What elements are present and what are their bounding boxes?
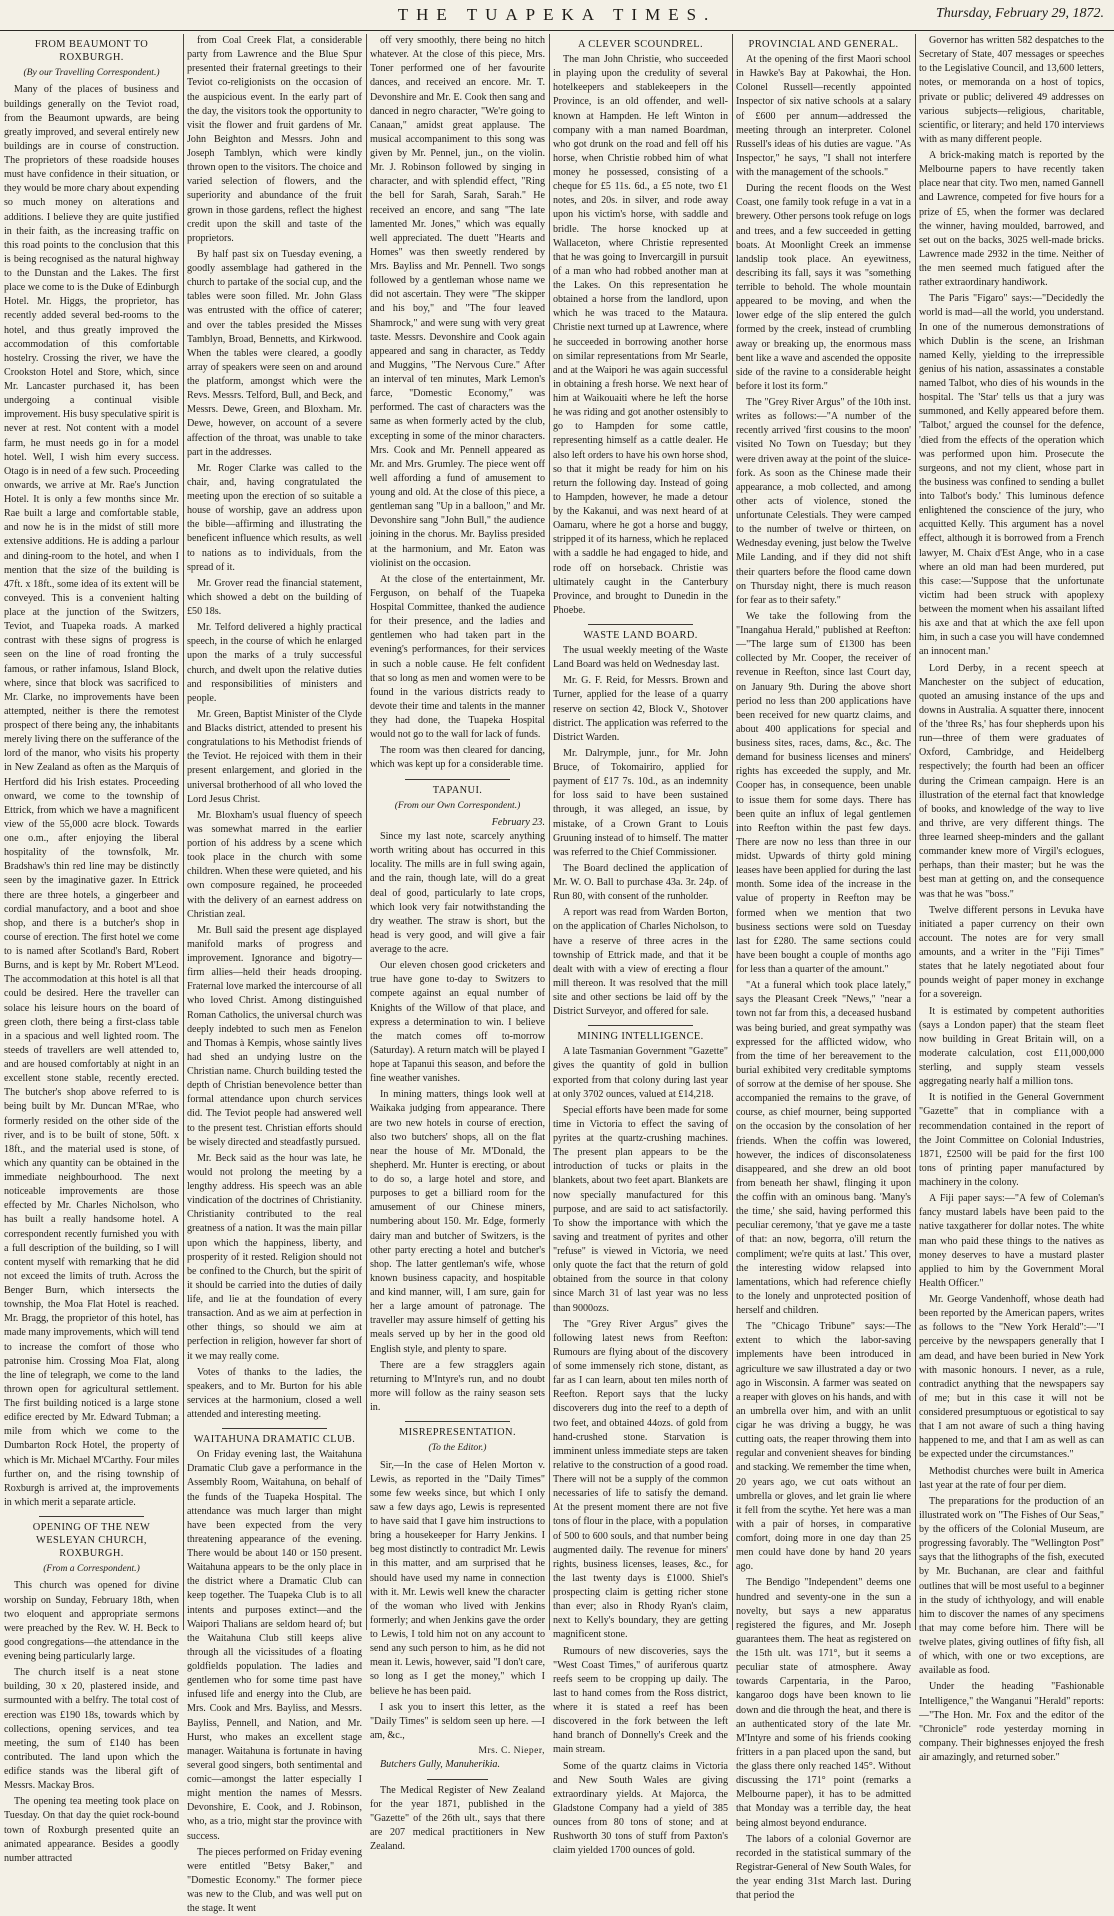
article-byline: (By our Travelling Correspondent.) <box>23 67 160 78</box>
article-paragraph: The Bendigo "Independent" deems one hundred and seventy-one in the sun a novelty, but says a new apparatus registered the figures, and Mr. Joseph guarantees them. The heat as registered on the 15th ult. was 171°, but it seems a peculiar state of atmosphere. Away towards Carpentaria, in the Paroo, kangaroo dogs have been known to lie down and die through the heat, and there is an authenticated story of the late Mr. M'Intyre and some of his friends cooking fritters in a pan placed upon the sand, but the glass there only reached 145°. Without discussing the 171° point (remarks a Melbourne paper), it has to be admitted that Monday was a terrible day, the heat being almost beyond endurance. <box>736 1577 911 1829</box>
article-misrepresentation <box>370 1426 545 1854</box>
article-waitahuna-continued <box>370 34 545 773</box>
article-paragraph: The room was then cleared for dancing, which was kept up for a considerable time. <box>370 745 545 771</box>
article-paragraph: Twelve different persons in Levuka have initiated a paper currency on their own account. The notes are for very small amounts, and a writer in the "Fiji Times" states that he lately negotiated about four pounds weight of paper money in exchange for a sovereign. <box>919 904 1104 1001</box>
article-provincial-general-continued <box>919 34 1104 1765</box>
article-heading: WASTE LAND BOARD. <box>583 630 698 641</box>
column-rule <box>549 34 550 1630</box>
article-paragraph: The labors of a colonial Governor are recorded in the statistical summary of the Registrar-General of New South Wales, for the year ending 31st March last. During that period the <box>736 1833 911 1902</box>
article-paragraph: The Medical Register of New Zealand for the year 1871, published in the "Gazette" of the 26th ult., says that there are 207 medical practitioners in New Zealand. <box>370 1784 545 1853</box>
article-wesleyan-church-continued <box>187 34 362 1422</box>
article-paragraph: The "Grey River Argus" gives the following latest news from Reefton: Rumours are flying about of the discovery of some immensely rich stone, distant, as far as I can learn, about ten miles north of Reefton. Report says that the lucky discoverers dug into the reef to a depth of two feet, and obtained 44ozs. of gold from hand-crushed stone. Starvation is imminent unless immediate steps are taken relative to the construction of a good road. There will not be a supply of the common necessaries of life to satisfy the demand. At the present moment there are not five tons of flour in the place, with a population of 500 to 600 souls, and that number being augmented daily. The revenue for miners' rights, business licenses, leases, &c., for the last twenty days is £1000. Shiel's prospecting claim is getting richer stone than ever; also in Rhody Ryan's claim, next to Kelly's boundary, they are getting magnificent stone. <box>553 1318 728 1641</box>
article-paragraph: The pieces performed on Friday evening were entitled "Betsy Baker," and "Domestic Economy." The former piece was new to the Club, and was well put on the stage. It went <box>187 1846 362 1915</box>
article-byline: (From our Own Correspondent.) <box>394 799 521 811</box>
article-paragraph: A report was read from Warden Borton, on the application of Charles Nicholson, to have a reserve of three acres in the township of Ettrick made, and that it be dealt with with a view of erecting a flour mill thereon. It was resolved that the mill site and other sections be laid off by the District Surveyor, and offered for sale. <box>553 907 728 1018</box>
article-byline: (From a Correspondent.) <box>43 1563 140 1575</box>
article-paragraph: Mr. Bull said the present age displayed manifold marks of progress and improvement. Ignorance and bigotry—firm allies—held their heads drooping. Fraternal love marked the intercourse of all who loved Christ. Among distinguished Roman Catholics, the universal church was deeply indebted to such men as Fenelon and Thomas à Kempis, whose saintly lives had shed an undying lustre on the Christian name. Church building tested the depth of Christian benevolence better than formal attendance upon church services did. The Teviot people had answered well to the present test. Christian efforts should be wisely directed and steadfastly pursued. <box>187 924 362 1148</box>
article-paragraph: "At a funeral which took place lately," says the Pleasant Creek "News," "near a town not far from this, a deceased husband was being buried, and great sympathy was expressed for the afflicted widow, who from the time of her bereavement to the burial exhibited very creditable symptoms of sorrow at the demise of her spouse. She accompanied the remains to the grave, of course, as chief mourner, being supported on the occasion by the consolation of her friends. When the coffin was lowered, however, the indices of disconsolateness disappeared, and she drew an old boot from beneath her shawl, flinging it upon the coffin with an ominous bang. 'Many's the time,' she said, having performed this peculiar ceremony, 'that ye gave me a taste of that: an now, begorra, o'ill return the compliment; we're quits at last.' This over, the interesting widow relapsed into lamentations, which had reference chiefly to the lonely and unprotected position of herself and children. <box>736 980 911 1316</box>
article-heading: FROM BEAUMONT TO ROXBURGH. <box>34 39 149 63</box>
page-columns <box>4 34 1110 1915</box>
article-separator <box>427 1779 488 1780</box>
article-paragraph: The preparations for the production of an illustrated work on "The Fishes of Our Seas," by the officers of the Colonial Museum, are progressing favorably. The "Wellington Post" says that the lithographs of the fish, executed by Mr. Buchanan, are clear and faithful outlines that will be most useful to a beginner in the study of ichthyology, and will enable him to discover the names of any specimens that may come before him. There will be twelve plates, giving outlines of fifty fish, all of which, with one or two exceptions, are available as food. <box>919 1495 1104 1677</box>
article-paragraph: I ask you to insert this letter, as the "Daily Times" is seldom seen up here. —I am, &c., <box>370 1701 545 1741</box>
article-paragraph: During the recent floods on the West Coast, one family took refuge in a vat in a brewery. Other persons took refuge on logs and trees, and a few succeeded in getting boats. At Moonlight Creek an immense landslip took place. An eyewitness, describing its fall, says it was "something terrible to behold. The whole mountain appeared to be moving, and when the lower edge of the slip entered the gulch formed by the creek, instead of crumbling away or breaking up, the enormous mass bent like a wave and ascended the opposite side of the ravine to a considerable height before it lost its form." <box>736 183 911 392</box>
article-beaumont-roxburgh <box>4 38 179 1510</box>
article-paragraph: Mr. Roger Clarke was called to the chair, and, having congratulated the meeting upon the erection of so suitable a house of worship, gave an address upon the bible—affirming and illustrating the beneficent influence which results, as well to nations as to individuals, from the spread of it. <box>187 462 362 573</box>
article-paragraph: A Fiji paper says:—"A few of Coleman's fancy mustard labels have been paid to the native taxgatherer for dollar notes. The white man who paid these things to the natives as money deserves to have a mustard plaster applied to him by the Government Moral Health Officer." <box>919 1193 1104 1289</box>
article-paragraph: Votes of thanks to the ladies, the speakers, and to Mr. Burton for his able services at the harmonium, closed a well attended and interesting meeting. <box>187 1366 362 1420</box>
article-paragraph: Special efforts have been made for some time in Victoria to effect the saving of pyrites at the quartz-crushing machines. The present plan appears to be the introduction of tucks or plaits in the blankets, about two feet apart. Blankets are now specially manufactured for this purpose, and are said to act satisfactorily. To show the importance with which the saving and treatment of pyrites and other "refuse" is viewed in Victoria, we need only quote the fact that the return of gold obtained from the source in that colony since March 31 of last year was no less than 9000ozs. <box>553 1104 728 1314</box>
article-paragraph: Some of the quartz claims in Victoria and New South Wales are giving extraordinary yields. At Majorca, the Gladstone Company had a yield of 385 ounces from 80 tons of stone; and at Rushworth 30 tons of stuff from Paxton's claim yielded 1700 ounces of gold. <box>553 1760 728 1857</box>
article-paragraph: It is notified in the General Government "Gazette" that in compliance with a recommendation contained in the report of the Joint Committee on Colonial Industries, 1871, £2500 will be paid for the first 100 tons of printing paper manufactured by machinery in the colony. <box>919 1092 1104 1188</box>
article-paragraph: Mr. Grover read the financial statement, which showed a debt on the building of £50 18s. <box>187 577 362 617</box>
article-paragraph: The usual weekly meeting of the Waste Land Board was held on Wednesday last. <box>553 645 728 671</box>
article-mining-intelligence <box>553 1030 728 1858</box>
column-3 <box>370 34 545 1853</box>
article-heading: A CLEVER SCOUNDREL. <box>577 39 704 50</box>
article-paragraph: The Board declined the application of Mr. W. O. Ball to purchase 43a. 3r. 24p. of Run 80, with consent of the runholder. <box>553 862 728 903</box>
article-separator <box>405 1421 510 1422</box>
article-paragraph: It is estimated by competent authorities (says a London paper) that the steam fleet now building in Great Britain will, on a moderate calculation, cost £11,000,000 sterling, and supply steam vessels aggregating nearly half a million tons. <box>919 1005 1104 1088</box>
article-paragraph: The church itself is a neat stone building, 30 x 20, plastered inside, and surmounted with a belfry. The total cost of erection was £190 18s, towards which by collections, opening services, and tea meeting, the sum of £140 has been contributed. The land upon which the edifice stands was the liberal gift of Messrs. Mackay Bros. <box>4 1667 179 1792</box>
article-paragraph: A brick-making match is reported by the Melbourne papers to have recently taken place near that city. Two men, named Gannell and Lawrence, competed for five hours for a prize of £5, when the former was declared the winner, having moulded, barrowed, and set out on the backs, 3025 well-made bricks. Lawrence made 2932 in the time. Neither of the men seemed much fatigued after the rather extraordinary handiwork. <box>919 150 1104 289</box>
article-paragraph: In mining matters, things look well at Waikaka judging from appearance. There are two new hotels in course of erection, also two butchers' shops, all on the flat near the house of Mr. M'Donald, the shepherd. Mr. Hunter is erecting, or about to do so, a large hotel and store, and purposes to get a billiard room for the amusement of our Chinese miners, numbering about 150. Mr. Edge, formerly dairy man and butcher of Switzers, is the other party erecting a hotel and butcher's shop. The latter gentleman's wife, whose known business capacity, and hospitable and kind manner, will, I am sure, gain for her a large amount of patronage. The traveller may assure himself of getting his meals served up by her in the good old English style, and plenty to spare. <box>370 1089 545 1355</box>
article-paragraph: Mr. G. F. Reid, for Messrs. Brown and Turner, applied for the lease of a quarry reserve on section 42, Block V., Shotover district. The application was referred to the District Warden. <box>553 675 728 743</box>
newspaper-title: THE TUAPEKA TIMES. <box>397 5 717 24</box>
article-waste-land-board <box>553 629 728 1019</box>
article-paragraph: Rumours of new discoveries, says the "West Coast Times," of auriferous quartz reefs seem to be cropping up daily. The last to hand comes from the Ross district, where it is stated a reef has been discovered in the fork between the left hand branch of Donnelly's Creek and the main stream. <box>553 1645 728 1756</box>
article-separator <box>222 1428 327 1429</box>
column-rule <box>183 34 184 1630</box>
article-paragraph: from Coal Creek Flat, a considerable party from Lawrence and the Blue Spur presented their fraternal greetings to their Teviot co-religionists on the occasion of the auspicious event. In the early part of the day, the visitors took the opportunity to visit the flower and fruit gardens of Mr. John Beighton and Messrs. John and Joseph Tamblyn, which were kindly thrown open to the visitors. The choice and varied selection of flowers, and the superiority and abundance of the fruit grown in those gardens, reflect the highest credit upon the skill and taste of the proprietors. <box>187 35 362 244</box>
article-paragraph: There are a few stragglers again returning to M'Intyre's run, and no doubt more will follow as the rainy season sets in. <box>370 1359 545 1414</box>
article-paragraph: Mr. Bloxham's usual fluency of speech was somewhat marred in the earlier portion of his address by a scene which took place in the church with some children. When these were quieted, and his own composure regained, he proceeded with the delivery of an earnest address on Christian zeal. <box>187 809 362 920</box>
column-rule <box>732 34 733 1630</box>
article-separator <box>39 1516 144 1517</box>
article-heading: OPENING OF THE NEW WESLEYAN CHURCH, ROXBURGH. <box>32 1522 151 1560</box>
article-paragraph: Many of the places of business and buildings generally on the Teviot road, from the Beaumont upwards, are being greatly improved, and several entirely new buildings are in course of construction. The proprietors of these roadside houses must have confidence in their situation, or they would be more chary about expending so much money on alterations and additions. I believe they are quite justified in their faith, as the increasing traffic on this road points to the conclusion that this is being recognised as the natural highway to the Dunstan and the Lakes. The first place we come to is the Duke of Edinburgh Hotel. Mr. Higgs, the proprietor, has recently added several bed-rooms to the hotel, and thus greatly improved the accommodation of this comfortable hostelry. Crossing the river, we have the Crookston Hotel and Store, which, since Mr. Lancaster purchased it, has been undergoing a continual visible improvement. His busy speculative spirit is never at rest. Not content with a model farm, he must needs go in for a model hotel. Well, I wish him every success. Otago is in need of a few such. Proceeding onwards, we arrive at Mr. Rae's Junction Hotel. It is only a few months since Mr. Rae built a large and comfortable stable, and now he is in the midst of still more extensive additions. He is adding a parlour and dining-room to the hotel, and when I mention that the size of the building is 47ft. x 18ft., some idea of its extent will be conveyed. This is a convenient halting place at the junction of the Switzers, Teviot, and Tuapeka roads. A marked contrast with these signs of progress is seen on the line of road fronting the famous, or rather infamous, Island Block, where, since that block was sacrificed to Mr. Clarke, no improvements have been attempted, neither is there the remotest prospect of there being any, the inhabitants merely living there on the sufferance of the lord of the manor, who visits his property in New Zealand as often as the Marquis of Hertford did his Irish estates. Proceeding onward, we come to the township of Ettrick, from which we have a magnificent view of the 55,000 acre block. Towards one o.m., after enjoying the liberal hospitality of the townsfolk, Mr. Bradshaw's thin red line may be distinctly seen by the imaginative gazer. In Ettrick there are three hotels, a gingerbeer and cordial manufactory, and a boot and shoe shop, and there is a butcher's shop in course of erection. The first hotel we come to is named after Scotland's Bard, Robert Burns, and is kept by Mr. Robert M'Leod. The accommodation at this hotel is all that could be desired. Here the traveller can solace his leisure hours on the board of green cloth, there being a first-class table in a spacious and well lighted room. The steeds of travellers are well attended to, and are housed comfortably at night in an excellent stone stable, recently erected. The butcher's shop above referred to is being built by Mr. Duncan M'Rae, who formerly resided on the other side of the river, and is to be built of stone, 50ft. x 18ft., and the material used is stone, of which any quantity can be obtained in the immediate neighbourhood. The next noticeable improvements are those effected by Mr. Charles Nicholson, who has built a really handsome hotel. A correspondent recently furnished you with a full description of the building, so I will content myself with remarking that he did not exceed the limits of truth. Across the Benger Burn, which intersects the township, the Moa Flat Hotel is reached. Mr. Bragg, the proprietor of this hotel, has made many improvements, which will tend to increase the comfort of those who patronise him. Crossing Moa Flat, along the line of telegraph, we come to the land thrown open for agricultural settlement. The first building noticed is a large stone edifice erected by Mr. Edward Tubman; a mile from which we come to the Dumbarton Rock Hotel, the property of which is Mr. Michael M'Carthy. Four miles further on, and the rising township of Roxburgh is arrived at, the improvements in which merit a separate article. <box>4 84 179 1508</box>
article-paragraph: Mr. Dalrymple, junr., for Mr. John Bruce, of Tokomairiro, applied for payment of £17 7s. 10d., as an indemnity for loss said to have been sustained through, it was alleged, an issue, by mistake, of a Crown Grant to Louis Gruuning instead of to himself. The matter was referred to the Chief Commissioner. <box>553 747 728 858</box>
article-paragraph: Mr. Telford delivered a highly practical speech, in the course of which he enlarged upon the marks of a truly successful church, and dwelt upon the relative duties and responsibilities of ministers and people. <box>187 622 362 704</box>
article-paragraph: Mr. George Vandenhoff, whose death had been reported by the American papers, writes as follows to the "New York Herald":—"I perceive by the newspapers generally that I am dead, and have been buried in New York with masonic honours. I never, as a rule, contradict anything that the newspapers say of me; but in this case it will not be considered presumptuous or egotistical to say that I am not aware of such a thing having happened to me, and that I am as well as can be expected under the circumstances." <box>919 1294 1104 1461</box>
article-heading: WAITAHUNA DRAMATIC CLUB. <box>193 1434 356 1446</box>
article-paragraph: We take the following from the "Inangahua Herald," published at Reefton:—"The large sum of £1300 has been collected by Mr. Cooper, the receiver of revenue in Reefton, since last Court day, on January 9th. During the above short period no less than 200 applications have been received for new quartz claims, and about 400 applications for special and business sites, races, dams, &c., &c. The demand for business licenses and miners' rights has exceeded the supply, and Mr. Cooper has, in consequence, been unable to issue them for some days. There has been quite an influx of legal gentlemen into Reefton within the past few days. There are now no less than three in our midst. Upwards of thirty gold mining leases have been applied for during the last month. Some idea of the increase in the value of property in Reefton may be formed when we mention that two business sections were sold on Tuesday last for £280. The same sections could have been bought a couple of months ago for less than a quarter of the amount." <box>736 610 911 975</box>
article-paragraph: off very smoothly, there being no hitch whatever. At the close of this piece, Mrs. Toner performed one of her favourite dances, and received an encore. Mr. T. Devonshire and Mr. E. Cook then sang and danced in negro character, "We're going to Canaan," amidst great applause. The musical accompaniment to this song was given by Mr. Pennel, jun., on the violin. Mr. J. Robinson followed by singing in character, and with splendid effect, "Ring the bell for Sarah, Sarah, Sarah." He received an encore, and sang "The late lamented Mr. Jones," which was equally well appreciated. The duett "Hearts and Homes" was then sweetly rendered by Mrs. Bayliss and Mr. Pennell. Two songs followed by a gentleman whose name we did not ascertain. They were "The skipper and his boy," and "The four leaved Shamrock," and were sung with very great taste. Messrs. Devonshire and Cook again appeared and sang in character, as Teddy and Muggins, "The Nervous Cure." After an interval of ten minutes, Mark Lemon's farce, "Domestic Economy," was performed. The cast of characters was the same as when formerly acted by the club, excepting in some of the minor characters. Mrs. Cook and Mr. Pennell appeared as Mr. and Mrs. Grumley. The piece went off well affording a fund of amusement to young and old. At the close of this piece, a gentleman sang "Up in a balloon," and Mr. Devonshire sang "John Bull," the audience joining in the chorus. Mr. Bayliss presided at the harmonium, and Mr. Eaton was violinist on the occasion. <box>370 35 545 569</box>
article-paragraph: The Paris "Figaro" says:—"Decidedly the world is mad—all the world, you understand. In one of the numerous demonstrations of which Dublin is the scene, an Irishman named Kelly, yielding to the irrepressible genius of his nation, assassinates a constable named Talbot, who dies of his wounds in the hospital. The 'Star' tells us that a jury was summoned, and Kelly appeared before them. 'Talbot,' argued the counsel for the defence, 'died from the effects of the operation which was performed upon him. Prosecute the surgeons, and not my client, whose part in the business was confined to sending a bullet into Talbot's body.' This luminous defence enlightened the conscience of the jury, who acquitted Kelly. This argument has a novel effect, although it is borrowed from a French lawyer, M. Chaix d'Est Ange, who in a case where an old man had been murdered, put this case:—'Suppose that the unfortunate victim had been struck with apoplexy between the moment when his assailant lifted his axe and that at which the axe fell upon him, in such a case you will have condemned an innocent man.' <box>919 293 1104 658</box>
article-paragraph: On Friday evening last, the Waitahuna Dramatic Club gave a performance in the Assembly Room, Waitahuna, on behalf of the funds of the Tuapeka Hospital. The attendance was much larger than might have been expected from the very threatening appearance of the evening. There would be about 140 or 150 present. Waitahuna appears to be the only place in the district where a Dramatic Club can keep together. The Tuapeka Club is to all intents and purposes extinct—and the Waipori Thalians are seldom heard of; but the Waitahuna Club still keeps alive through all the vicissitudes of a floating goldfields population. The ladies and gentlemen who for some time past have infused life and energy into the Club, are Mrs. Cook and Mrs. Bayliss, and Messrs. Bayliss, Pennell, and Nation, and Mr. Hurst, who makes an excellent stage manager. Waitahuna is fortunate in having several good singers, both sentimental and comic—amongst the latter especially I might mention the names of Messrs. Devonshire, E. Cook, and J. Robinson, who, as a trio, might star the province with success. <box>187 1449 362 1842</box>
article-paragraph: Governor has written 582 despatches to the Secretary of State, 407 messages or speeches to the Legislative Council, and 13,600 letters, notes, or memoranda on a host of topics, private or public; delivered 49 addresses on various subjects—religious, charitable, scientific, or literary; and held 170 interviews with as many different people. <box>919 35 1104 145</box>
article-paragraph: Our eleven chosen good cricketers and true have gone to-day to Switzers to compete against an equal number of Knights of the Willow of that place, and express a determination to win. I believe the match comes off to-morrow (Saturday). A return match will be played I hope at Tapanui this season, and before the fine weather vanishes. <box>370 960 545 1085</box>
article-tapanui <box>370 784 545 1416</box>
article-paragraph: The "Grey River Argus" of the 10th inst. writes as follows:—"A number of the recently arrived 'first cousins to the moon' visited No Town on Tuesday; but they were driven away at the point of the sluice-fork. As soon as the Chinese made their appearance, a mob collected, and among other acts of violence, stoned the unfortunate Celestials. They were camped to the number of twelve or thirteen, on Wednesday evening, just below the Twelve Mile Landing, and if they did not shift their quarters before the flood came down on Thursday night, there is much reason for fear as to their safety." <box>736 397 911 606</box>
article-paragraph: Since my last note, scarcely anything worth writing about has occurred in this locality. The mills are in full swing again, and the rain, though late, will do a great deal of good, particularly to late crops, which look very fair notwithstanding the dry weather. The straw is short, but the head is very good, and will give a fair average to the acre. <box>370 831 545 956</box>
masthead <box>0 0 1114 31</box>
article-wesleyan-church <box>4 1521 179 1866</box>
article-clever-scoundrel <box>553 38 728 618</box>
article-paragraph: This church was opened for divine worship on Sunday, February 18th, when two eloquent and appropriate sermons were preached by the Rev. W. H. Beck to good congregations—the attendance in the evening being particularly large. <box>4 1580 179 1663</box>
article-paragraph: Mr. Beck said as the hour was late, he would not prolong the meeting by a lengthy address. His speech was an able vindication of the doctrines of Christianity. Christianity contributed to the real greatness of a nation. It was the main pillar upon which the happiness, liberty, and prosperity of it rested. Religion should not be confined to the Church, but the spirit of it should be carried into the duties of daily life, and lie at the foundation of every transaction. And as we aim at perfection in other things, so should we aim at perfection in religion, however far short of it we may really come. <box>187 1152 362 1362</box>
article-dateline: February 23. <box>491 816 545 828</box>
column-1 <box>4 34 179 1864</box>
column-4 <box>553 34 728 1857</box>
article-paragraph: The man John Christie, who succeeded in playing upon the credulity of several hotelkeepers and stablekeepers in the Province, is an old offender, and well-known at Hampden. He left Winton in company with a man named Boardman, who got drunk on the road and fell off his horse, when Christie robbed him of what money he possessed, consisting of a cheque for £5 11s. 6d., a £5 note, two £1 notes, and 20s. in silver, and rode away upon his victim's horse, with saddle and bridle. The horse knocked up at Wallaceton, where Christie represented that he was going to Invercargill in pursuit of a man who had robbed another man at the Lakes. On this representation he obtained a horse from the landlord, upon which he was traced to the Mataura. Christie next turned up at Lawrence, where he succeeded in borrowing another horse on similar representations from Mr Searle, and at the Waipori he was again successful in obtaining a fresh horse. We next hear of him at Waikouaiti where he left the horse he was riding and got another ostensibly to go to Hampden for some cattle, representing himself as a cattle dealer. He also left orders to have his own horse shod, so that it might be ready for him on his return the following day. Instead of going to Hampden, however, he made a detour by the Kakanui, and was next heard of at Oamaru, where he got a horse and buggy, stripped it of its harness, which he replaced with a saddle he had engaged to hide, and rode off on horseback. Christie was ultimately caught in the Canterbury Province, and brought to Dunedin in the Phoebe. <box>553 54 728 616</box>
column-5 <box>736 34 911 1902</box>
article-separator <box>588 624 693 625</box>
article-paragraph: At the opening of the first Maori school in Hawke's Bay at Pakowhai, the Hon. Colonel Russell—recently appointed Inspector of six native schools at a salary of £600 per annum—addressed the meeting through an interpreter. Colonel Russell's ideas of his duties are vague. "As Inspector," he says, "I shall not interfere with the management of the schools." <box>736 54 911 178</box>
column-rule <box>915 34 916 1630</box>
article-paragraph: Methodist churches were built in America last year at the rate of four per diem. <box>919 1465 1104 1491</box>
article-paragraph: The opening tea meeting took place on Tuesday. On that day the quiet rock-bound town of Roxburgh presented quite an animated appearance. Besides a goodly number attracted <box>4 1796 179 1864</box>
column-6 <box>919 34 1104 1763</box>
article-heading: PROVINCIAL AND GENERAL. <box>748 39 899 50</box>
column-2 <box>187 34 362 1915</box>
issue-date: Thursday, February 29, 1872. <box>936 6 1104 21</box>
article-paragraph: Mr. Green, Baptist Minister of the Clyde and Blacks district, attended to present his congratulations to his Methodist friends of the Teviot. He rejoiced with them in their present enlargement, and gloried in the universal brotherhood of all who loved the Lord Jesus Christ. <box>187 708 362 805</box>
article-heading: TAPANUI. <box>432 784 483 796</box>
article-separator <box>405 779 510 780</box>
column-rule <box>366 34 367 1630</box>
article-heading: MINING INTELLIGENCE. <box>577 1031 704 1043</box>
article-heading: MISREPRESENTATION. <box>399 1427 516 1439</box>
article-separator <box>588 1025 693 1026</box>
article-paragraph: The "Chicago Tribune" says:—The extent to which the labor-saving implements have been introduced in agriculture we saw illustrated a day or two ago in Wisconsin. A farmer was seated on a reaper with gloves on his hands, and with an umbrella over him, and with an unlit cigar he was driving a buggy, he was cutting oats, the reaper throwing them into regular and convenient sheaves for binding and stacking. We remember the time when, 20 years ago, we cut oats without an umbrella or gloves, and let grain lie where it fell from the scythe. Yet here was a man with a pair of horses, in comparative comfort, doing more in one day than 25 men could have done by hand 20 years ago. <box>736 1321 911 1573</box>
article-paragraph: A late Tasmanian Government "Gazette" gives the quantity of gold in bullion exported from that colony during last year at only 3702 ounces, valued at £14,218. <box>553 1046 728 1100</box>
article-provincial-general <box>736 38 911 1903</box>
article-byline: (To the Editor.) <box>428 1442 487 1454</box>
article-paragraph: Under the heading "Fashionable Intelligence," the Wanganui "Herald" reports:—"The Hon. Mr. Fox and the editor of the "Chronicle" rode yesterday morning in company. Their bighnesses enjoyed the fresh air amazingly, and returned sober." <box>919 1681 1104 1763</box>
article-waitahuna-dramatic-club <box>187 1433 362 1916</box>
article-paragraph: By half past six on Tuesday evening, a goodly assemblage had gathered in the church to partake of the social cup, and the tables were soon filled. Mr. John Glass was entrusted with the office of caterer; and over the tables presided the Misses Tamblyn, Broad, Bennetts, and Kirkwood. When the tables were cleared, a goodly array of speakers were seen on and around the platform, amongst which were the Revs. Messrs. Telford, Bull, and Beck, and Messrs. Dewe, Green, and Bloxham. Mr. Dewe, however, on account of a severe affection of the throat, was unable to take part in the addresses. <box>187 248 362 458</box>
letter-signature-place: Butchers Gully, Manuherikia. <box>380 1759 500 1771</box>
article-paragraph: At the close of the entertainment, Mr. Ferguson, on behalf of the Tuapeka Hospital Committee, thanked the audience for their presence, and the ladies and gentlemen who had taken part in the evening's performances, for their services in such a noble cause. He felt confident that so long as men and women were to be found in the various districts ready to devote their time and talents in the manner they had done, the Tuapeka Hospital would not go to the wall for lack of funds. <box>370 573 545 741</box>
article-paragraph: Lord Derby, in a recent speech at Manchester on the subject of education, quoted an amusing instance of the ups and downs in Australia. A squatter there, innocent of the 'three Rs,' has four shepherds upon his run—three of them were graduates of Oxford, Cambridge, and Heidelberg respectively; the fourth had been an officer during the Crimean campaign. Here is an illustration of the eternal fact that knowledge of books, and knowledge of the way to live and thrive, are very different things. The three learned sheep-minders and the gallant commander knew more of Virgil's eclogues, perhaps, than their master; but he was the best man at getting on, and the consequence was that he was "boss." <box>919 662 1104 900</box>
letter-signature: Mrs. C. Nieper, <box>478 1746 545 1757</box>
article-paragraph: Sir,—In the case of Helen Morton v. Lewis, as reported in the "Daily Times" some few weeks since, but which I only saw a few days ago, Lewis is represented to have said that I gave him instructions to bring a housekeeper for Harry Jenkins. I beg most distinctly to contradict Mr. Lewis in this matter, and am surprised that he should have used my name in connection with it. Mr. Lewis well knew the character of the woman who lived with Jenkins formerly; and when Jenkins gave the order to Lewis, I told him not on any account to send any such person to him, as he did not mean it. Lewis, however, said "I don't care, so long as I get the money," which I believe he has been paid. <box>370 1459 545 1697</box>
